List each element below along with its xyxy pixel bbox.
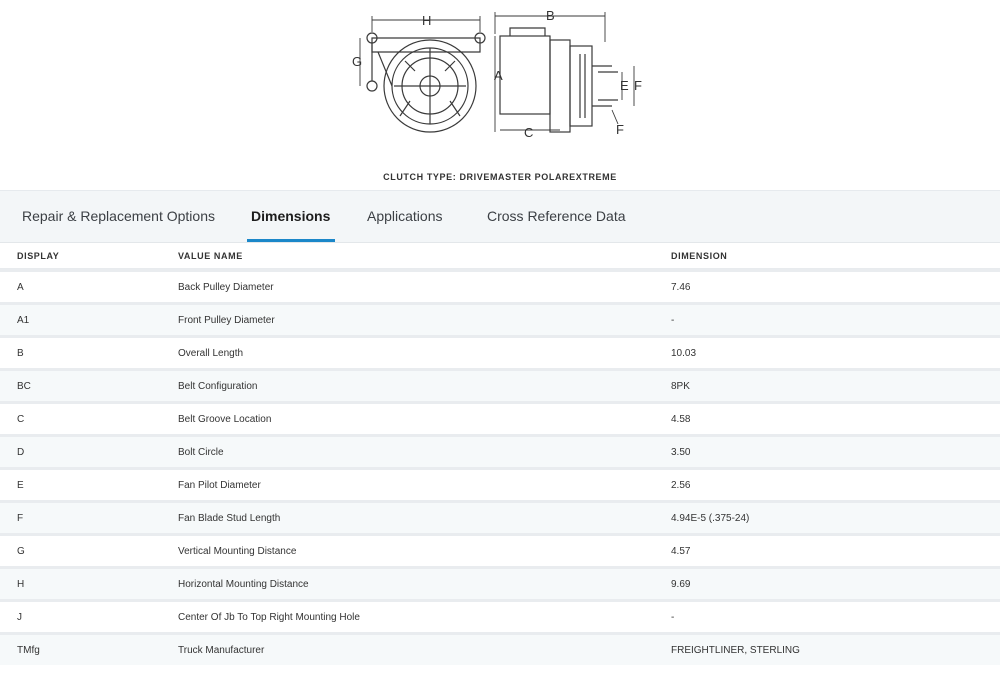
cell-dimension: - <box>671 611 675 623</box>
cell-dimension: - <box>671 314 675 326</box>
cell-value-name: Overall Length <box>178 347 244 359</box>
cell-display: A1 <box>17 314 30 326</box>
table-row <box>0 467 1000 500</box>
table-row <box>0 269 1000 302</box>
cell-value-name: Horizontal Mounting Distance <box>178 578 309 590</box>
clutch-type-caption: CLUTCH TYPE: DRIVEMASTER POLAREXTREME <box>383 172 617 182</box>
label-b: B <box>546 8 555 23</box>
cell-display: H <box>17 578 25 590</box>
cell-value-name: Fan Pilot Diameter <box>178 479 261 491</box>
table-row <box>0 401 1000 434</box>
table-row <box>0 500 1000 533</box>
table-row <box>0 632 1000 665</box>
cell-value-name: Fan Blade Stud Length <box>178 512 281 524</box>
tab-cross-reference-data[interactable]: Cross Reference Data <box>487 208 626 224</box>
cell-value-name: Belt Configuration <box>178 380 258 392</box>
table-row <box>0 599 1000 632</box>
tab-dimensions[interactable]: Dimensions <box>251 191 330 240</box>
cell-dimension: 3.50 <box>671 446 691 458</box>
label-g: G <box>352 54 363 69</box>
header-dimension: DIMENSION <box>671 250 728 261</box>
dimensions-table <box>0 243 1000 665</box>
cell-display: F <box>17 512 24 524</box>
header-display: DISPLAY <box>17 250 60 261</box>
cell-display: E <box>17 479 24 491</box>
cell-dimension: FREIGHTLINER, STERLING <box>671 644 800 656</box>
cell-value-name: Center Of Jb To Top Right Mounting Hole <box>178 611 360 623</box>
table-row <box>0 566 1000 599</box>
cell-display: J <box>17 611 22 623</box>
header-value-name: VALUE NAME <box>178 250 243 261</box>
cell-dimension: 4.94E-5 (.375-24) <box>671 512 750 524</box>
label-e: E <box>620 78 629 93</box>
cell-dimension: 4.58 <box>671 413 691 425</box>
cell-dimension: 7.46 <box>671 281 691 293</box>
cell-value-name: Back Pulley Diameter <box>178 281 274 293</box>
cell-display: A <box>17 281 24 293</box>
cell-dimension: 8PK <box>671 380 690 392</box>
cell-dimension: 4.57 <box>671 545 691 557</box>
clutch-diagram <box>350 6 650 156</box>
table-row <box>0 434 1000 467</box>
cell-dimension: 2.56 <box>671 479 691 491</box>
cell-value-name: Vertical Mounting Distance <box>178 545 297 557</box>
cell-value-name: Truck Manufacturer <box>178 644 265 656</box>
cell-value-name: Belt Groove Location <box>178 413 272 425</box>
cell-dimension: 10.03 <box>671 347 697 359</box>
label-h: H <box>422 13 432 28</box>
diagram-panel <box>0 0 1000 190</box>
table-row <box>0 533 1000 566</box>
table-row <box>0 368 1000 401</box>
table-row <box>0 335 1000 368</box>
cell-dimension: 9.69 <box>671 578 691 590</box>
label-f-bottom: F <box>616 122 624 137</box>
tab-repair-replacement-options[interactable]: Repair & Replacement Options <box>22 208 215 224</box>
cell-value-name: Front Pulley Diameter <box>178 314 275 326</box>
cell-display: C <box>17 413 25 425</box>
cell-display: BC <box>17 380 31 392</box>
label-c: C <box>524 125 534 140</box>
cell-value-name: Bolt Circle <box>178 446 224 458</box>
tabs-bar <box>0 190 1000 243</box>
cell-display: G <box>17 545 25 557</box>
table-header <box>0 243 1000 269</box>
cell-display: D <box>17 446 25 458</box>
label-f-top: F <box>634 78 642 93</box>
tab-applications[interactable]: Applications <box>367 208 443 224</box>
cell-display: B <box>17 347 24 359</box>
cell-display: TMfg <box>17 644 40 656</box>
label-a: A <box>494 68 503 83</box>
table-row <box>0 302 1000 335</box>
